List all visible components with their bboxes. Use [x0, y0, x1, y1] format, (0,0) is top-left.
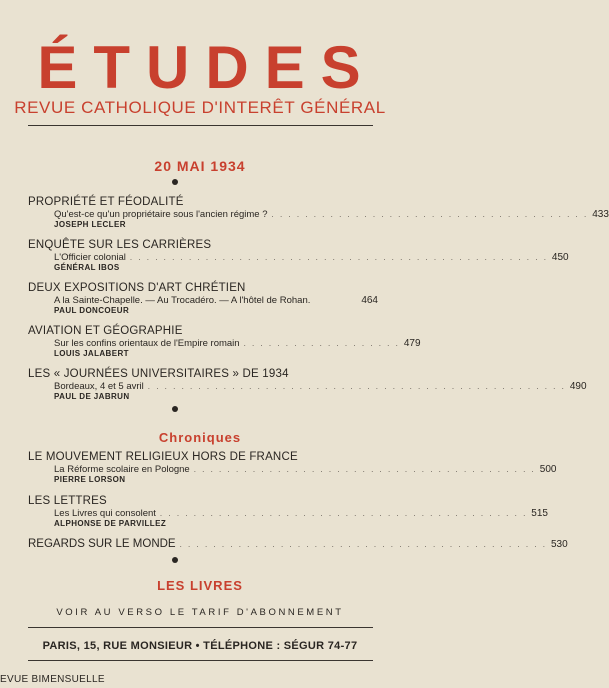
- masthead-subtitle: REVUE CATHOLIQUE D'INTERÊT GÉNÉRAL: [14, 98, 386, 117]
- entry-page: 515: [531, 508, 548, 519]
- chronique-entry-1: [28, 451, 557, 484]
- entry-author: ALPHONSE DE PARVILLEZ: [54, 519, 167, 528]
- dot-leader: . . . . . . . . . . . . . . . . . . . . . . . . . . . . . . . . . . . . . . . . . . . .: [159, 509, 528, 518]
- entry-subtitle-row: [28, 209, 609, 220]
- separator-dot: [172, 179, 178, 185]
- issue-date: 20 MAI 1934: [154, 158, 246, 174]
- entry-author: LOUIS JALABERT: [54, 349, 129, 358]
- bottom-rule-bottom: [28, 660, 373, 661]
- entry-subtitle: Bordeaux, 4 et 5 avril: [54, 381, 144, 392]
- entry-title: PROPRIÉTÉ ET FÉODALITÉ: [28, 196, 184, 208]
- toc-entry-4: [28, 325, 421, 358]
- separator-dot: [172, 557, 178, 563]
- address-line: PARIS, 15, RUE MONSIEUR • TÉLÉPHONE : SÉGUR 74-77: [42, 640, 358, 652]
- entry-subtitle: L'Officier colonial: [54, 252, 126, 263]
- entry-page: 530: [550, 539, 568, 550]
- entry-title: LES LETTRES: [28, 495, 107, 507]
- entry-title: DEUX EXPOSITIONS D'ART CHRÉTIEN: [28, 282, 246, 294]
- entry-subtitle: A la Sainte-Chapelle. — Au Trocadéro. — A l'hôtel de Rohan.: [54, 295, 311, 306]
- toc-entry-2: [28, 239, 569, 272]
- dot-leader: . . . . . . . . . . . . . . . . . . . . . . . . . . . . . . . . . . . . . . . . . . . . . . . . . .: [147, 382, 566, 391]
- toc-entry-5: [28, 368, 587, 401]
- entry-author: PAUL DONCOEUR: [54, 306, 130, 315]
- entry-subtitle-row: [28, 252, 569, 263]
- chroniques-heading: Chroniques: [158, 430, 242, 445]
- entry-page: 450: [551, 252, 569, 263]
- entry-author: GÉNÉRAL IBOS: [54, 263, 120, 272]
- toc-entry-1: [28, 196, 609, 229]
- dot-leader: . . . . . . . . . . . . . . . . . . . . . . . . . . . . . . . . . . . . . .: [271, 210, 589, 219]
- entry-single-row: [28, 538, 568, 550]
- dot-leader: . . . . . . . . . . . . . . . . . . . . . . . . . . . . . . . . . . . . . . . . . . . . . . . . . .: [129, 253, 548, 262]
- top-rule: [28, 125, 373, 126]
- chronique-entry-2: [28, 495, 548, 528]
- entry-subtitle: Les Livres qui consolent: [54, 508, 156, 519]
- toc-entry-3: [28, 282, 378, 315]
- subscription-notice: VOIR AU VERSO LE TARIF D'ABONNEMENT: [56, 607, 344, 618]
- entry-subtitle: Sur les confins orientaux de l'Empire romain: [54, 338, 240, 349]
- entry-page: 490: [569, 381, 587, 392]
- entry-page: 500: [539, 464, 557, 475]
- bottom-rule-top: [28, 627, 373, 628]
- dot-leader: . . . . . . . . . . . . . . . . . . .: [243, 339, 400, 348]
- periodicity-label: EVUE BIMENSUELLE: [0, 674, 105, 685]
- entry-subtitle: La Réforme scolaire en Pologne: [54, 464, 190, 475]
- entry-subtitle: Qu'est-ce qu'un propriétaire sous l'ancien régime ?: [54, 209, 268, 220]
- entry-subtitle-row: [28, 338, 421, 349]
- entry-author: JOSEPH LECLER: [54, 220, 126, 229]
- entry-title: LES « JOURNÉES UNIVERSITAIRES » DE 1934: [28, 368, 289, 380]
- entry-title: ENQUÊTE SUR LES CARRIÈRES: [28, 239, 212, 251]
- entry-page: 464: [361, 295, 378, 306]
- entry-title: REGARDS SUR LE MONDE: [28, 538, 176, 550]
- dot-leader: . . . . . . . . . . . . . . . . . . . . . . . . . . . . . . . . . . . . . . . . .: [193, 465, 536, 474]
- entry-title: LE MOUVEMENT RELIGIEUX HORS DE FRANCE: [28, 451, 298, 463]
- chronique-entry-3: [28, 538, 568, 550]
- entry-subtitle-row: [28, 381, 587, 392]
- livres-heading: LES LIVRES: [157, 578, 243, 593]
- entry-subtitle-row: [28, 295, 378, 306]
- entry-subtitle-row: [28, 464, 557, 475]
- entry-author: PAUL DE JABRUN: [54, 392, 130, 401]
- dot-leader: . . . . . . . . . . . . . . . . . . . . . . . . . . . . . . . . . . . . . . . . . . . .: [179, 540, 547, 549]
- entry-subtitle-row: [28, 508, 548, 519]
- entry-page: 433: [592, 209, 609, 220]
- entry-title: AVIATION ET GÉOGRAPHIE: [28, 325, 183, 337]
- masthead-title: ÉTUDES: [37, 34, 377, 101]
- separator-dot: [172, 406, 178, 412]
- entry-author: PIERRE LORSON: [54, 475, 126, 484]
- entry-page: 479: [403, 338, 421, 349]
